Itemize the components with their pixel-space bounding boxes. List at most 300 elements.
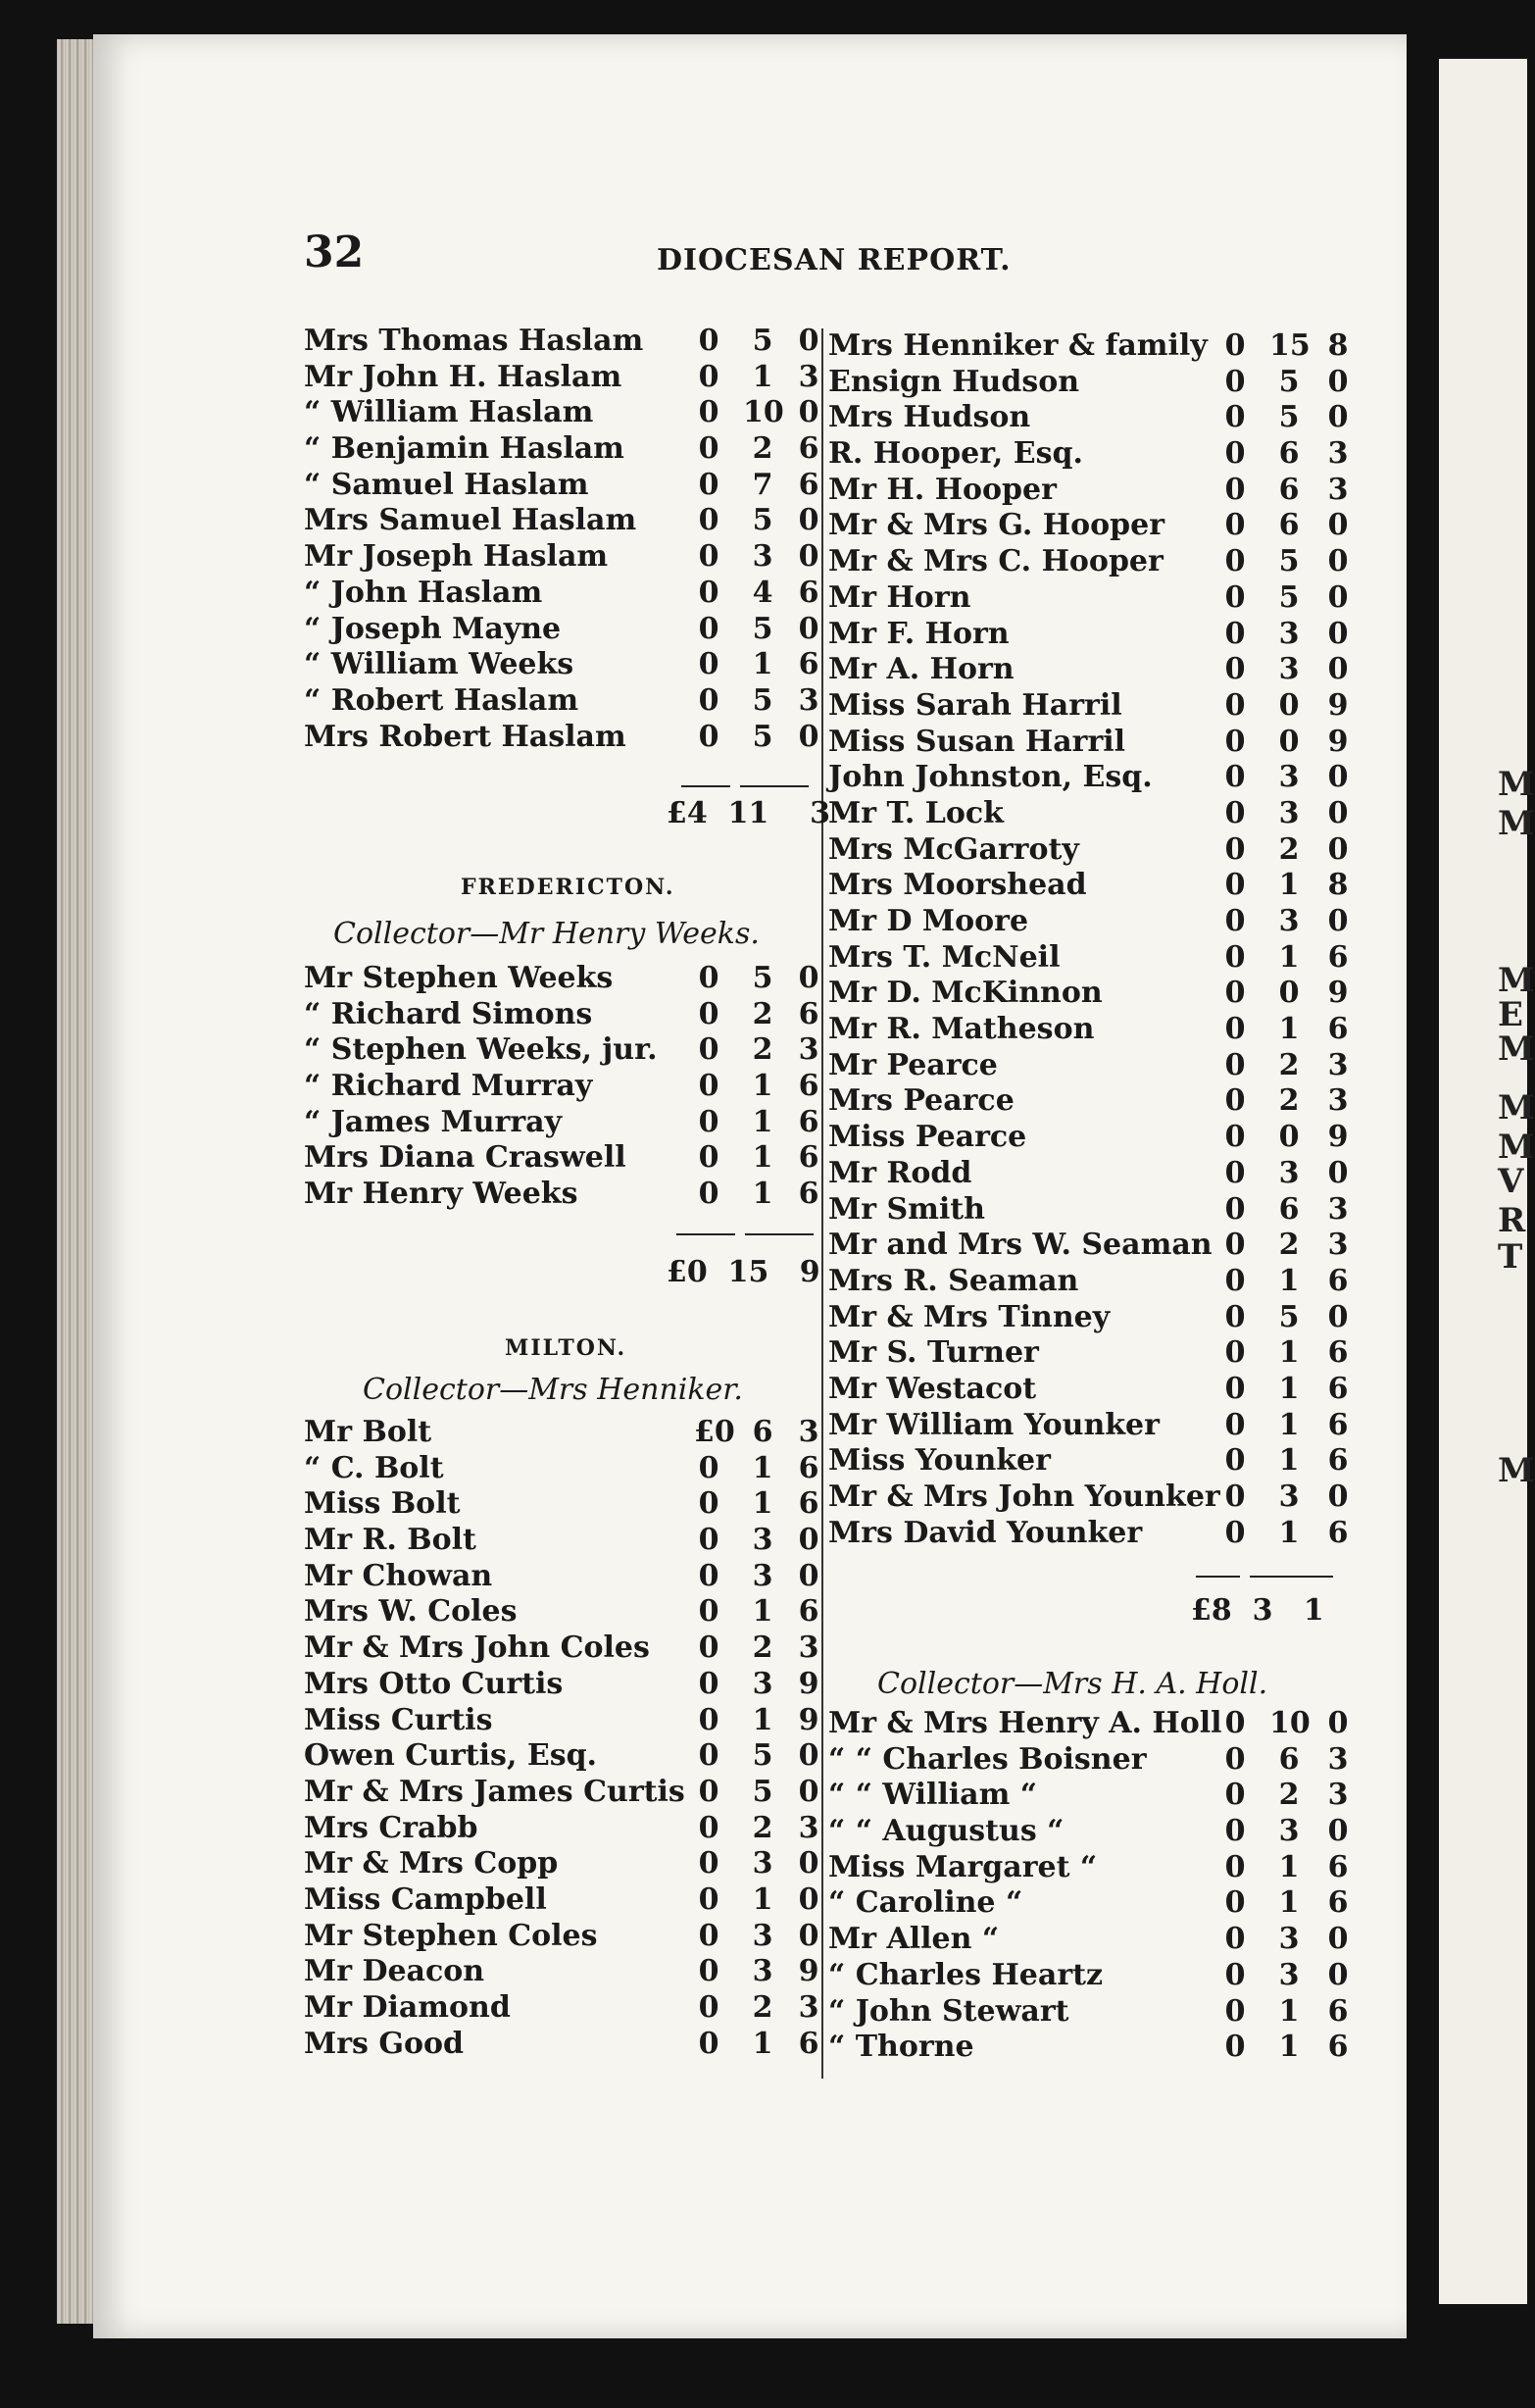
contributor-name: “ “ Augustus “ bbox=[828, 1814, 1065, 1849]
list-item bbox=[304, 1702, 819, 1739]
contributor-name: Mr Pearce bbox=[828, 1047, 998, 1082]
shillings-value: 1 bbox=[1278, 1515, 1300, 1550]
shillings-value: 2 bbox=[752, 431, 773, 467]
pounds-value: 0 bbox=[698, 1140, 719, 1176]
contributor-name: Mr & Mrs Henry A. Holl bbox=[828, 1706, 1222, 1740]
list-item bbox=[304, 503, 819, 539]
pence-value: 0 bbox=[1327, 544, 1349, 579]
contributor-name: Mrs W. Coles bbox=[304, 1594, 518, 1630]
list-item bbox=[304, 575, 819, 612]
list-item bbox=[828, 1191, 1349, 1229]
pence-value: 6 bbox=[798, 2026, 819, 2061]
list-item bbox=[828, 1083, 1349, 1120]
pence-value: 6 bbox=[798, 1177, 819, 1212]
shillings-value: 0 bbox=[1278, 1120, 1300, 1155]
shillings-value: 1 bbox=[1278, 1263, 1300, 1298]
pounds-value: 0 bbox=[1224, 2030, 1246, 2065]
pence-value: 9 bbox=[1327, 976, 1349, 1011]
shillings-value: 3 bbox=[1278, 760, 1300, 795]
pence-value: 3 bbox=[798, 1810, 819, 1845]
pounds-value: 0 bbox=[1224, 436, 1246, 472]
pounds-value: 0 bbox=[1224, 1407, 1246, 1442]
pence-value: 0 bbox=[798, 1846, 819, 1881]
contributor-name: Mr Rodd bbox=[828, 1155, 972, 1190]
pounds-value: 0 bbox=[1224, 904, 1246, 938]
list-item bbox=[304, 431, 819, 468]
shillings-value: 1 bbox=[1278, 1849, 1300, 1884]
shillings-value: 1 bbox=[1278, 868, 1300, 903]
pounds-value: 0 bbox=[1224, 328, 1246, 363]
pence-value: 3 bbox=[1327, 1228, 1349, 1263]
contributor-name: Mr Deacon bbox=[304, 1954, 485, 1989]
pence-value: 0 bbox=[798, 539, 819, 575]
list-item bbox=[304, 1990, 819, 2027]
pence-value: 6 bbox=[1327, 939, 1349, 975]
pence-value: 6 bbox=[798, 575, 819, 610]
pence-value: 8 bbox=[1327, 328, 1349, 363]
list-item bbox=[828, 1299, 1349, 1336]
left-total-1: £4 11 3 bbox=[667, 796, 831, 830]
list-item bbox=[828, 1335, 1349, 1372]
list-item bbox=[304, 1774, 819, 1811]
list-item bbox=[304, 611, 819, 648]
contributor-name: Mr Stephen Weeks bbox=[304, 961, 614, 995]
pence-value: 3 bbox=[1327, 436, 1349, 472]
pence-value: 0 bbox=[1327, 831, 1349, 867]
shillings-value: 1 bbox=[1278, 1012, 1300, 1047]
contributor-name: Mr S. Turner bbox=[828, 1335, 1039, 1371]
pounds-value: 0 bbox=[1224, 652, 1246, 687]
pence-value: 3 bbox=[1327, 1083, 1349, 1119]
list-item bbox=[828, 1741, 1349, 1779]
shillings-value: 3 bbox=[1278, 1814, 1300, 1849]
pence-value: 3 bbox=[1327, 1191, 1349, 1227]
list-item bbox=[828, 652, 1349, 688]
fredericton-total: £0 15 9 bbox=[667, 1255, 820, 1289]
list-item bbox=[828, 1228, 1349, 1264]
pounds-value: 0 bbox=[698, 1954, 719, 1989]
shillings-value: 3 bbox=[1278, 1155, 1300, 1190]
pounds-value: 0 bbox=[1224, 400, 1246, 435]
shillings-value: 1 bbox=[752, 1177, 773, 1212]
pounds-value: 0 bbox=[698, 1032, 719, 1068]
list-item bbox=[828, 1922, 1349, 1958]
sum-rule bbox=[676, 1233, 735, 1235]
list-item bbox=[304, 395, 819, 431]
list-item bbox=[304, 1415, 819, 1451]
shillings-value: 2 bbox=[752, 1810, 773, 1845]
list-item bbox=[304, 1069, 819, 1105]
pence-value: 6 bbox=[1327, 1407, 1349, 1442]
pounds-value: 0 bbox=[698, 961, 719, 995]
contributor-name: Miss Younker bbox=[828, 1443, 1051, 1479]
contributor-name: “ William Weeks bbox=[304, 647, 574, 682]
facing-page-letter: M bbox=[1498, 1128, 1535, 1167]
sum-rule bbox=[1250, 1576, 1333, 1578]
contributor-name: Mr Stephen Coles bbox=[304, 1918, 598, 1953]
contributor-name: “ Benjamin Haslam bbox=[304, 431, 624, 467]
pence-value: 0 bbox=[798, 503, 819, 538]
contributor-name: Mr R. Matheson bbox=[828, 1012, 1095, 1047]
pounds-value: 0 bbox=[1224, 1371, 1246, 1406]
contributor-name: Mr John H. Haslam bbox=[304, 359, 622, 394]
contributor-name: “ Robert Haslam bbox=[304, 682, 579, 718]
contributor-name: Mr Westacot bbox=[828, 1371, 1037, 1406]
shillings-value: 1 bbox=[752, 1069, 773, 1104]
contributor-name: “ Caroline “ bbox=[828, 1885, 1023, 1921]
list-item bbox=[828, 1263, 1349, 1300]
pounds-value: 0 bbox=[1224, 760, 1246, 795]
shillings-value: 3 bbox=[752, 1918, 773, 1953]
contributor-name: Miss Bolt bbox=[304, 1486, 461, 1522]
pounds-value: 0 bbox=[698, 1069, 719, 1104]
pence-value: 6 bbox=[798, 1104, 819, 1139]
pence-value: 9 bbox=[798, 1702, 819, 1737]
pounds-value: 0 bbox=[698, 1486, 719, 1522]
pounds-value: 0 bbox=[698, 1450, 719, 1485]
contributor-name: Mr & Mrs John Younker bbox=[828, 1480, 1220, 1514]
shillings-value: 1 bbox=[752, 1702, 773, 1737]
pence-value: 0 bbox=[1327, 1299, 1349, 1334]
list-item bbox=[828, 939, 1349, 977]
contributor-name: Mr and Mrs W. Seaman bbox=[828, 1228, 1213, 1263]
sum-rule bbox=[745, 1233, 814, 1235]
pounds-value: 0 bbox=[1224, 724, 1246, 759]
pence-value: 0 bbox=[1327, 508, 1349, 543]
contributor-name: “ Charles Heartz bbox=[828, 1957, 1104, 1992]
list-item bbox=[304, 539, 819, 576]
pounds-value: 0 bbox=[1224, 1741, 1246, 1777]
list-item bbox=[828, 616, 1349, 653]
pounds-value: 0 bbox=[1224, 1515, 1246, 1550]
pounds-value: 0 bbox=[1224, 939, 1246, 975]
pounds-value: 0 bbox=[698, 1846, 719, 1881]
facing-page-letter: M bbox=[1498, 765, 1535, 804]
contributor-name: Mrs David Younker bbox=[828, 1515, 1143, 1550]
pence-value: 3 bbox=[798, 1630, 819, 1666]
shillings-value: 2 bbox=[752, 1630, 773, 1666]
contributor-name: “ Thorne bbox=[828, 2030, 974, 2065]
sum-rule bbox=[1196, 1576, 1240, 1578]
shillings-value: 3 bbox=[1278, 652, 1300, 687]
contributor-name: Mrs Moorshead bbox=[828, 868, 1087, 903]
shillings-value: 6 bbox=[1278, 1741, 1300, 1777]
pounds-value: 0 bbox=[1224, 1480, 1246, 1514]
contributor-name: Mr A. Horn bbox=[828, 652, 1015, 687]
list-item bbox=[304, 1558, 819, 1595]
shillings-value: 5 bbox=[1278, 544, 1300, 579]
contributor-name: Mrs Good bbox=[304, 2026, 464, 2061]
contributor-name: Mr Henry Weeks bbox=[304, 1177, 578, 1212]
pence-value: 6 bbox=[1327, 1371, 1349, 1406]
list-item bbox=[828, 508, 1349, 544]
pence-value: 0 bbox=[1327, 1480, 1349, 1514]
contributor-name: “ “ William “ bbox=[828, 1778, 1038, 1813]
contributor-name: Mrs Otto Curtis bbox=[304, 1666, 564, 1701]
pence-value: 6 bbox=[798, 996, 819, 1031]
list-item bbox=[304, 1954, 819, 1990]
shillings-value: 1 bbox=[752, 2026, 773, 2061]
shillings-value: 1 bbox=[752, 359, 773, 394]
shillings-value: 5 bbox=[752, 961, 773, 995]
shillings-value: 5 bbox=[752, 719, 773, 754]
list-item bbox=[304, 1738, 819, 1775]
pounds-value: 0 bbox=[1224, 1993, 1246, 2029]
shillings-value: 4 bbox=[752, 575, 773, 610]
contributor-name: Mr William Younker bbox=[828, 1407, 1160, 1442]
facing-page-letter: M bbox=[1498, 1088, 1535, 1128]
pounds-value: 0 bbox=[698, 575, 719, 610]
shillings-value: 1 bbox=[752, 1486, 773, 1522]
pence-value: 6 bbox=[1327, 1885, 1349, 1921]
pence-value: 0 bbox=[798, 395, 819, 430]
shillings-value: 1 bbox=[1278, 1371, 1300, 1406]
pence-value: 6 bbox=[798, 1450, 819, 1485]
shillings-value: 1 bbox=[1278, 1335, 1300, 1371]
pounds-value: 0 bbox=[1224, 1228, 1246, 1263]
list-item bbox=[828, 1957, 1349, 1994]
list-item bbox=[304, 1032, 819, 1069]
contributor-name: Mr H. Hooper bbox=[828, 472, 1057, 507]
pence-value: 6 bbox=[798, 1594, 819, 1630]
pence-value: 3 bbox=[798, 682, 819, 718]
list-item bbox=[828, 760, 1349, 796]
facing-page-letter: T bbox=[1498, 1237, 1523, 1277]
contributor-name: Mr Bolt bbox=[304, 1415, 432, 1449]
pounds-value: 0 bbox=[698, 1523, 719, 1558]
shillings-value: 3 bbox=[1278, 1480, 1300, 1514]
contributor-name: Miss Margaret “ bbox=[828, 1849, 1098, 1884]
shillings-value: 1 bbox=[752, 1594, 773, 1630]
list-item bbox=[304, 467, 819, 504]
list-item bbox=[828, 724, 1349, 761]
list-item bbox=[828, 472, 1349, 509]
facing-page-letter: M bbox=[1498, 1451, 1535, 1490]
list-item bbox=[304, 1104, 819, 1141]
pence-value: 6 bbox=[1327, 1515, 1349, 1550]
shillings-value: 1 bbox=[1278, 1407, 1300, 1442]
contributor-name: Mr Smith bbox=[828, 1191, 985, 1227]
facing-page-edge bbox=[1439, 59, 1535, 2304]
shillings-value: 5 bbox=[752, 611, 773, 646]
pounds-value: 0 bbox=[1224, 1814, 1246, 1849]
contributor-name: Miss Curtis bbox=[304, 1702, 493, 1737]
shillings-value: 3 bbox=[752, 539, 773, 575]
list-item bbox=[828, 579, 1349, 617]
page-number: 32 bbox=[304, 227, 365, 277]
collector-milton: Collector—Mrs Henniker. bbox=[363, 1373, 743, 1407]
pence-value: 3 bbox=[798, 1415, 819, 1449]
contributor-name: Mr F. Horn bbox=[828, 616, 1010, 651]
contributor-name: “ Richard Simons bbox=[304, 996, 593, 1031]
shillings-value: 3 bbox=[1278, 1922, 1300, 1957]
list-item bbox=[828, 1814, 1349, 1850]
shillings-value: 5 bbox=[1278, 364, 1300, 399]
pence-value: 0 bbox=[1327, 400, 1349, 435]
shillings-value: 2 bbox=[1278, 1228, 1300, 1263]
list-item bbox=[828, 795, 1349, 832]
shillings-value: 1 bbox=[752, 1140, 773, 1176]
list-item bbox=[828, 904, 1349, 940]
shillings-value: 5 bbox=[1278, 1299, 1300, 1334]
list-item bbox=[828, 328, 1349, 365]
collector-fredericton: Collector—Mr Henry Weeks. bbox=[333, 917, 760, 951]
contributor-name: “ John Haslam bbox=[304, 575, 543, 610]
list-item bbox=[828, 1885, 1349, 1922]
shillings-value: 5 bbox=[752, 682, 773, 718]
contributor-name: Miss Sarah Harril bbox=[828, 687, 1122, 723]
pence-value: 0 bbox=[798, 719, 819, 754]
shillings-value: 5 bbox=[752, 324, 773, 358]
shillings-value: 3 bbox=[1278, 904, 1300, 938]
pence-value: 9 bbox=[1327, 1120, 1349, 1155]
pence-value: 0 bbox=[798, 1881, 819, 1917]
pence-value: 0 bbox=[798, 1523, 819, 1558]
pence-value: 9 bbox=[1327, 724, 1349, 759]
contributor-name: Mrs Hudson bbox=[828, 400, 1031, 435]
right-total-1: £8 3 1 bbox=[1191, 1593, 1324, 1628]
pounds-value: 0 bbox=[1224, 1155, 1246, 1190]
list-item bbox=[828, 1407, 1349, 1444]
shillings-value: 6 bbox=[1278, 472, 1300, 507]
pence-value: 0 bbox=[1327, 579, 1349, 615]
contributor-name: “ James Murray bbox=[304, 1104, 562, 1139]
list-item bbox=[304, 647, 819, 683]
pounds-value: 0 bbox=[1224, 687, 1246, 723]
pounds-value: 0 bbox=[1224, 579, 1246, 615]
list-item bbox=[304, 1523, 819, 1559]
facing-page-letter: V bbox=[1498, 1162, 1524, 1201]
list-item bbox=[828, 831, 1349, 869]
pence-value: 6 bbox=[798, 1069, 819, 1104]
pounds-value: 0 bbox=[698, 1558, 719, 1593]
left-list-block bbox=[304, 324, 819, 755]
pence-value: 0 bbox=[1327, 364, 1349, 399]
pounds-value: 0 bbox=[698, 395, 719, 430]
shillings-value: 10 bbox=[1269, 1706, 1311, 1740]
pounds-value: 0 bbox=[1224, 1335, 1246, 1371]
list-item bbox=[304, 1486, 819, 1523]
facing-page-letter: M bbox=[1498, 804, 1535, 843]
contributor-name: Mr & Mrs G. Hooper bbox=[828, 508, 1165, 543]
shillings-value: 2 bbox=[752, 1990, 773, 2025]
section-heading-milton: MILTON. bbox=[505, 1335, 627, 1361]
pounds-value: 0 bbox=[698, 324, 719, 358]
list-item bbox=[828, 1515, 1349, 1552]
list-item bbox=[828, 1443, 1349, 1480]
list-item bbox=[304, 1594, 819, 1630]
pounds-value: 0 bbox=[698, 1810, 719, 1845]
pence-value: 6 bbox=[798, 467, 819, 502]
pence-value: 6 bbox=[1327, 1263, 1349, 1298]
contributor-name: Miss Susan Harril bbox=[828, 724, 1126, 759]
shillings-value: 3 bbox=[1278, 616, 1300, 651]
list-item bbox=[828, 1120, 1349, 1156]
shillings-value: 1 bbox=[752, 647, 773, 682]
pounds-value: 0 bbox=[698, 1594, 719, 1630]
pounds-value: 0 bbox=[698, 503, 719, 538]
contributor-name: Mr & Mrs C. Hooper bbox=[828, 544, 1164, 579]
pence-value: 0 bbox=[798, 1738, 819, 1774]
pounds-value: 0 bbox=[1224, 831, 1246, 867]
contributor-name: Miss Pearce bbox=[828, 1120, 1027, 1155]
fredericton-list bbox=[304, 961, 819, 1213]
contributor-name: Miss Campbell bbox=[304, 1881, 547, 1917]
pounds-value: 0 bbox=[1224, 1885, 1246, 1921]
shillings-value: 3 bbox=[1278, 795, 1300, 830]
facing-page-letter: M bbox=[1498, 961, 1535, 1000]
contributor-name: Mrs T. McNeil bbox=[828, 939, 1061, 975]
pounds-value: 0 bbox=[1224, 1299, 1246, 1334]
pence-value: 3 bbox=[798, 1032, 819, 1068]
list-item bbox=[828, 687, 1349, 725]
contributor-name: Mr D. McKinnon bbox=[828, 976, 1103, 1011]
pounds-value: 0 bbox=[698, 1738, 719, 1774]
shillings-value: 2 bbox=[1278, 1778, 1300, 1813]
pence-value: 0 bbox=[798, 324, 819, 358]
list-item bbox=[828, 1778, 1349, 1814]
pence-value: 6 bbox=[1327, 2030, 1349, 2065]
pence-value: 0 bbox=[1327, 1706, 1349, 1740]
shillings-value: 1 bbox=[752, 1450, 773, 1485]
pence-value: 0 bbox=[798, 611, 819, 646]
contributor-name: Mr Diamond bbox=[304, 1990, 511, 2025]
pounds-value: 0 bbox=[1224, 544, 1246, 579]
pounds-value: 0 bbox=[1224, 868, 1246, 903]
pounds-value: 0 bbox=[698, 2026, 719, 2061]
list-item bbox=[828, 2030, 1349, 2066]
pounds-value: 0 bbox=[698, 996, 719, 1031]
shillings-value: 5 bbox=[1278, 400, 1300, 435]
pounds-value: 0 bbox=[698, 359, 719, 394]
list-item bbox=[304, 1881, 819, 1919]
pence-value: 0 bbox=[798, 1918, 819, 1953]
pounds-value: 0 bbox=[1224, 1047, 1246, 1082]
list-item bbox=[304, 359, 819, 396]
list-item bbox=[828, 868, 1349, 904]
pence-value: 0 bbox=[1327, 1814, 1349, 1849]
shillings-value: 3 bbox=[752, 1846, 773, 1881]
pence-value: 8 bbox=[1327, 868, 1349, 903]
contributor-name: “ “ Charles Boisner bbox=[828, 1741, 1147, 1777]
shillings-value: 3 bbox=[752, 1558, 773, 1593]
list-item bbox=[304, 1918, 819, 1955]
pounds-value: 0 bbox=[698, 1104, 719, 1139]
list-item bbox=[304, 682, 819, 720]
list-item bbox=[828, 436, 1349, 473]
list-item bbox=[828, 400, 1349, 436]
shillings-value: 6 bbox=[1278, 436, 1300, 472]
list-item bbox=[828, 1706, 1349, 1742]
right-list-block bbox=[828, 328, 1349, 1551]
contributor-name: “ Joseph Mayne bbox=[304, 611, 562, 646]
pence-value: 6 bbox=[1327, 1993, 1349, 2029]
pence-value: 9 bbox=[798, 1954, 819, 1989]
list-item bbox=[828, 1480, 1349, 1516]
list-item bbox=[304, 1450, 819, 1487]
shillings-value: 5 bbox=[752, 1738, 773, 1774]
shillings-value: 10 bbox=[743, 395, 784, 430]
contributor-name: Mr & Mrs Copp bbox=[304, 1846, 559, 1881]
pence-value: 9 bbox=[1327, 687, 1349, 723]
pounds-value: 0 bbox=[1224, 1849, 1246, 1884]
list-item bbox=[828, 1993, 1349, 2031]
facing-page-letter: E bbox=[1498, 995, 1523, 1034]
shillings-value: 2 bbox=[1278, 831, 1300, 867]
pence-value: 0 bbox=[1327, 616, 1349, 651]
pence-value: 0 bbox=[1327, 1957, 1349, 1992]
holl-list bbox=[828, 1706, 1349, 2066]
